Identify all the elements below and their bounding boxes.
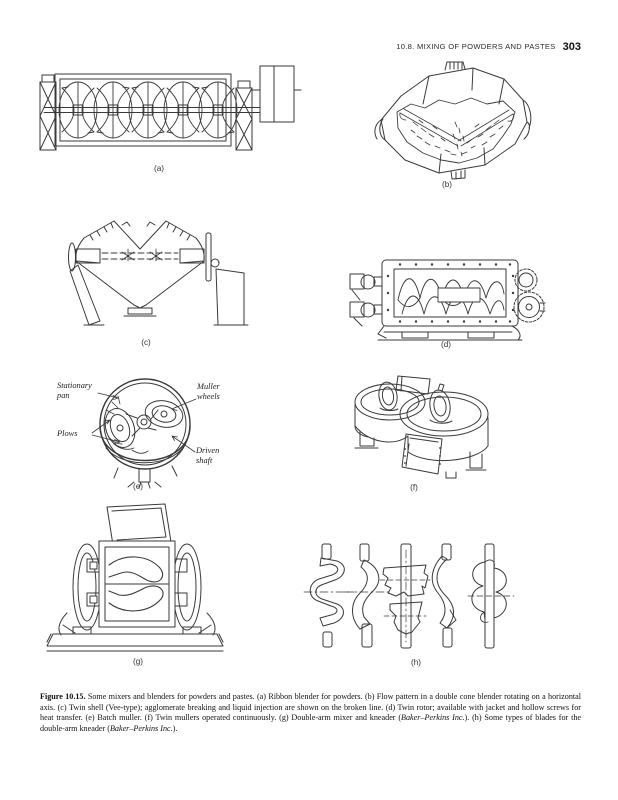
page-number: 303	[562, 41, 581, 53]
figure-h-label: (h)	[410, 658, 421, 667]
blade-type-4	[432, 544, 456, 647]
blade-type-2	[344, 544, 392, 647]
muller-wheels-right	[428, 384, 452, 423]
caption-figure-number: Figure 10.15.	[40, 692, 86, 702]
twin-mullers-drawing	[350, 374, 495, 482]
caption-text-3: ).	[172, 723, 178, 733]
figure-e-label: (e)	[132, 482, 143, 491]
left-fittings	[350, 274, 382, 326]
stationary-pan-shape	[100, 379, 190, 469]
muller-wheels-left	[377, 381, 399, 411]
helical-rotors	[398, 279, 504, 314]
figure-caption	[40, 692, 581, 734]
ribbon-blender-drawing	[38, 62, 306, 162]
base-platform	[47, 625, 223, 651]
motor	[252, 66, 301, 122]
double-cone-blender-drawing	[373, 62, 533, 182]
right-bearing-and-stand	[180, 233, 248, 325]
caption-text-1: Some mixers and blenders for powders and pastes. (a) Ribbon blender for powders. (b) Flow pattern in a double cone blender rotating on a horizontal axis. (c) Twin shell (Vee-type); agglomerate breaking and liquid injection are shown on the broken line. (d) Twin rotor; available with jacket and hollow screws for heat transfer. (e) Batch muller. (f) Twin mullers operated continuously. (g) Double-arm mixer and kneader (	[40, 692, 581, 723]
twin-shell-vee-drawing	[70, 213, 267, 332]
caption-company-2: Baker–Perkins Inc.	[109, 723, 173, 733]
broken-line-axis	[102, 249, 178, 261]
figure-g-label: (g)	[132, 657, 143, 666]
annotation-muller-wheels: Muller wheels	[197, 382, 220, 401]
figure-b-label: (b)	[441, 180, 452, 189]
left-bearing-and-stand	[69, 243, 105, 325]
caption-text-2: ). (h) Some types of blades for the double-arm kneader (	[40, 713, 581, 733]
section-title: 10.8. MIXING OF POWDERS AND PASTES	[396, 42, 556, 51]
blade-type-3	[380, 544, 430, 648]
base	[378, 326, 522, 340]
cutaway-opening	[397, 98, 515, 163]
double-arm-mixer-drawing	[45, 503, 225, 655]
running-header	[396, 41, 581, 53]
figure-f-label: (f)	[410, 483, 418, 492]
twin-pan-rims	[355, 384, 488, 436]
muller-wheels-shape	[100, 396, 185, 452]
vessel-outline	[375, 62, 531, 179]
annotation-plows: Plows	[57, 429, 78, 438]
ribbon-elements	[59, 82, 237, 138]
figure-c-label: (c)	[141, 338, 151, 347]
center-housing	[396, 376, 430, 394]
blade-type-1	[304, 544, 354, 647]
gear-drive	[514, 269, 545, 322]
caption-company-1: Baker–Perkins Inc.	[401, 713, 465, 723]
annotation-stationary-pan: Stationary pan	[57, 381, 92, 400]
right-support	[236, 81, 252, 150]
figure-d-label: (d)	[440, 340, 451, 349]
twin-rotor-drawing	[350, 250, 545, 342]
figure-a-label: (a)	[153, 164, 164, 173]
annotation-driven-shaft: Driven shaft	[196, 446, 220, 465]
kneader-blades-drawing	[300, 540, 520, 652]
blade-type-5	[468, 544, 514, 648]
vee-vessel	[76, 221, 204, 316]
